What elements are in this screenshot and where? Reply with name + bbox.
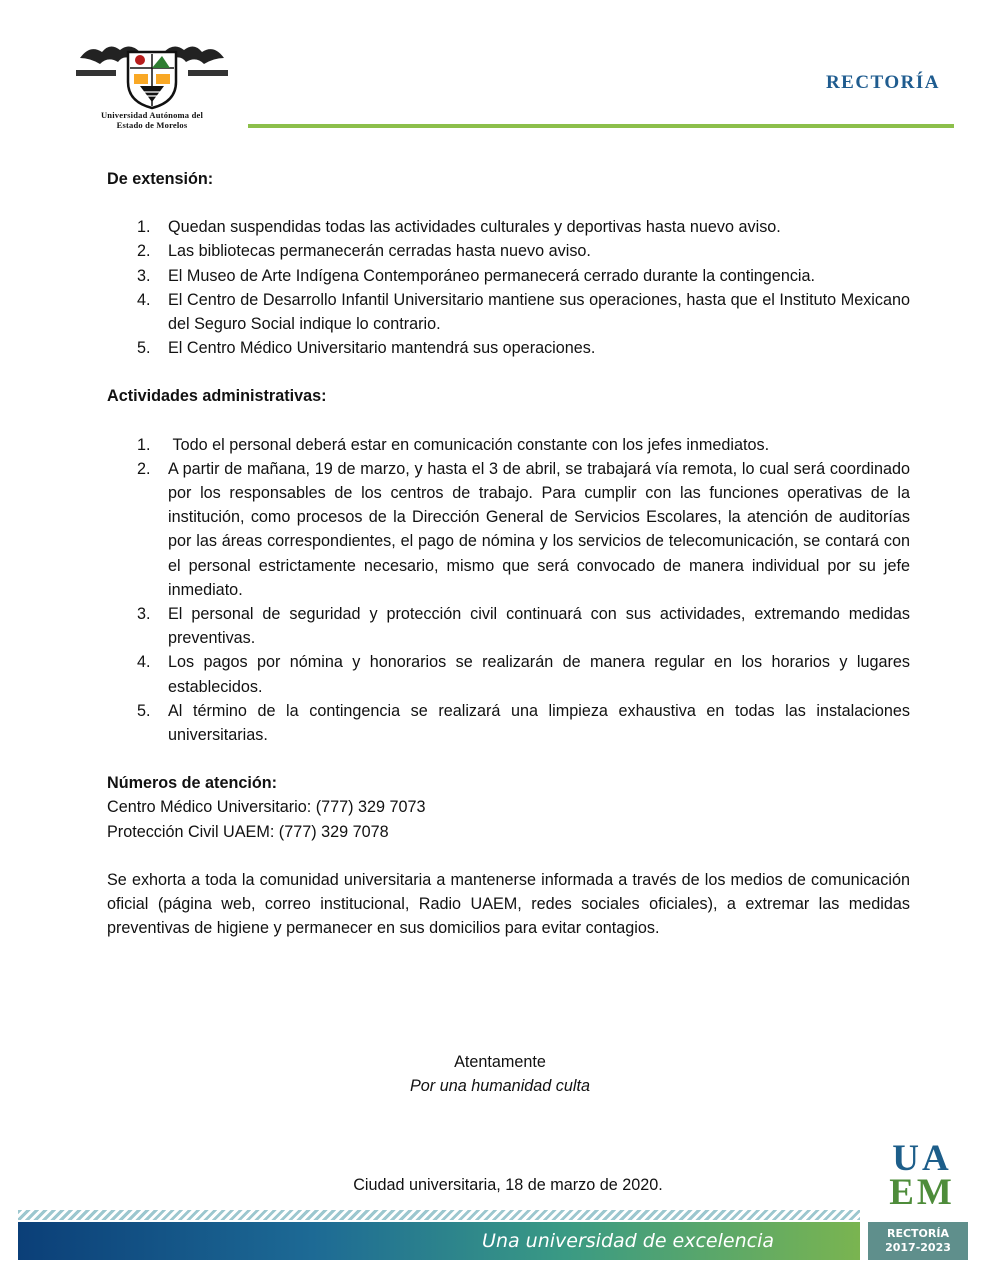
rectoria-badge — [868, 1222, 968, 1260]
administrative-heading: Actividades administrativas: — [107, 387, 327, 406]
university-name — [72, 110, 232, 130]
administrative-list — [107, 433, 910, 748]
contact-line: Centro Médico Universitario: (777) 329 7073 — [107, 798, 426, 817]
document-body — [107, 167, 910, 940]
uaem-logo-top: UA — [892, 1138, 952, 1179]
list-item: 4. Los pagos por nómina y honorarios se realizarán de manera regular en los horarios y lugares establecidos. — [137, 653, 910, 696]
contact-line: Protección Civil UAEM: (777) 329 7078 — [107, 822, 389, 841]
list-item: 1. Todo el personal deberá estar en comunicación constante con los jefes inmediatos. — [137, 435, 770, 454]
place-date: Ciudad universitaria, 18 de marzo de 2020. — [353, 1176, 663, 1194]
list-item: 3. El personal de seguridad y protección civil continuará con sus actividades, extremando medidas preventivas. — [137, 605, 910, 648]
list-item: 5. El Centro Médico Universitario mantendrá sus operaciones. — [137, 339, 596, 358]
exhortation-paragraph: Se exhorta a toda la comunidad universitaria a mantenerse informada a través de los medios de comunicación oficial (página web, correo institucional, Radio UAEM, redes sociales oficiales), a extremar las medidas preventivas de higiene y permanecer en sus domicilios para evitar contagios. — [107, 870, 910, 938]
rectoria-badge-period: 2017-2023 — [885, 1241, 951, 1254]
extension-list — [107, 215, 910, 360]
footer-band — [18, 1222, 860, 1260]
list-item: 4. El Centro de Desarrollo Infantil Universitario mantiene sus operaciones, hasta que el Instituto Mexicano del Seguro Social indique lo contrario. — [137, 290, 910, 334]
university-name-line2: Estado de Morelos — [116, 120, 188, 130]
list-item: 5. Al término de la contingencia se realizará una limpieza exhaustiva en todas las instalaciones universitarias. — [137, 701, 910, 745]
contacts-heading: Números de atención: — [107, 774, 278, 793]
list-item: 1. Quedan suspendidas todas las actividades culturales y deportivas hasta nuevo aviso. — [137, 218, 781, 237]
list-item: 3. El Museo de Arte Indígena Contemporáneo permanecerá cerrado durante la contingencia. — [137, 266, 816, 285]
salutation: Atentamente — [454, 1053, 546, 1071]
motto: Por una humanidad culta — [410, 1077, 590, 1096]
header-divider — [248, 124, 954, 128]
list-item: 2. Las bibliotecas permanecerán cerradas hasta nuevo aviso. — [137, 242, 591, 261]
list-item: 2. A partir de mañana, 19 de marzo, y hasta el 3 de abril, se trabajará vía remota, lo cual será coordinado por los responsables de los centros de trabajo. Para cumplir con las funciones operativas de la institución, como procesos de la Dirección General de Servicios Escolares, la atención de auditorías por las áreas correspondientes, el pago de nómina y los servicios de telecomunicación, se contará con el personal estrictamente necesario, mismo que será convocado de manera individual por su jefe inmediato. — [137, 459, 910, 599]
footer-hatch-stripe — [18, 1210, 860, 1220]
footer-tagline: Una universidad de excelencia — [482, 1230, 774, 1252]
department-title: RECTORÍA — [825, 72, 940, 93]
rectoria-badge-label: RECTORÍA — [887, 1227, 949, 1240]
university-logo — [72, 40, 232, 135]
uaem-logo — [884, 1138, 960, 1213]
university-seal-icon — [72, 40, 232, 110]
uaem-logo-bottom: EM — [889, 1172, 955, 1213]
university-name-line1: Universidad Autónoma del — [100, 110, 204, 120]
extension-heading: De extensión: — [107, 170, 214, 188]
closing-block — [0, 1050, 1000, 1098]
